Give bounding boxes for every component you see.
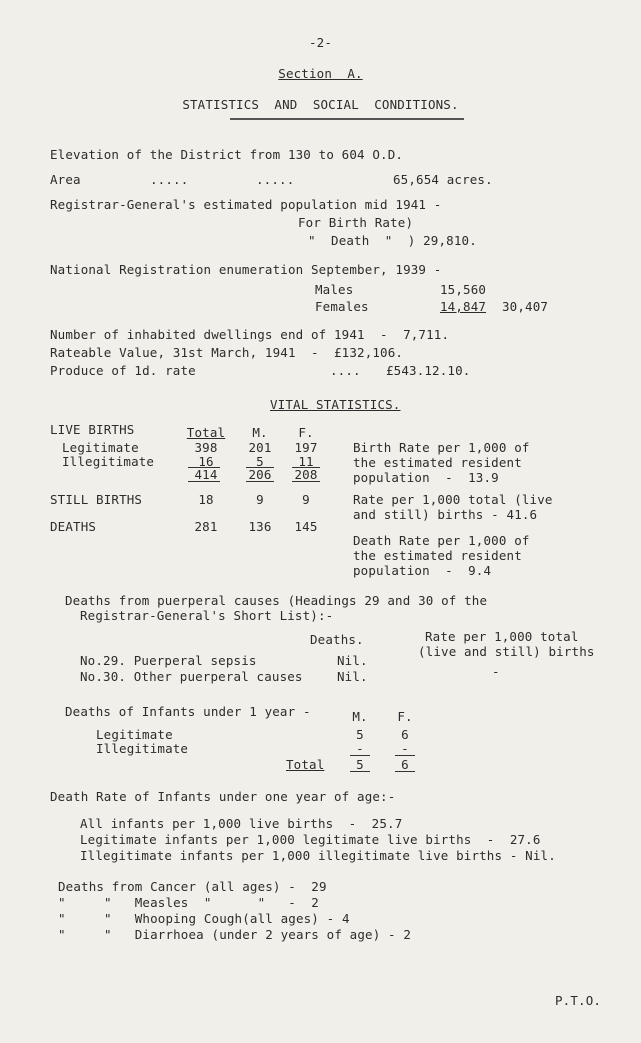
- females-value: 14,847: [440, 299, 487, 314]
- live-births-label: LIVE BIRTHS: [50, 422, 135, 437]
- live-births-total-rule-total: [188, 481, 220, 482]
- cause-diarrhoea: " " Diarrhoea (under 2 years of age) - 2: [58, 927, 412, 942]
- live-births-total-rule-m: [246, 481, 274, 482]
- infant-death-rate-heading: Death Rate of Infants under one year of age:-: [50, 789, 396, 804]
- produce-value: £543.12.10.: [386, 363, 471, 378]
- infants-legitimate-m: 5: [356, 727, 364, 742]
- illegitimate-m: 5: [256, 454, 264, 469]
- birth-rate-note-1: Birth Rate per 1,000 of: [353, 440, 530, 455]
- infants-illegitimate-m: -: [356, 741, 364, 756]
- heading-rule: [230, 118, 464, 120]
- death-rate-note-3: population - 9.4: [353, 563, 492, 578]
- deaths-f: 145: [294, 519, 318, 534]
- area-dots-2: .....: [256, 172, 295, 187]
- infants-legitimate-label: Legitimate: [96, 727, 173, 742]
- infant-rate-legitimate: Legitimate infants per 1,000 legitimate live births - 27.6: [80, 832, 541, 847]
- deaths-total: 281: [194, 519, 218, 534]
- infant-rate-illegitimate: Illegitimate infants per 1,000 illegitimate live births - Nil.: [80, 848, 556, 863]
- legitimate-m: 201: [248, 440, 272, 455]
- col-m-header: M.: [252, 425, 268, 440]
- national-registration-line: National Registration enumeration September, 1939 -: [50, 262, 442, 277]
- puerperal-rate-header-2: (live and still) births: [418, 644, 595, 659]
- deaths-label: DEATHS: [50, 519, 97, 534]
- illegitimate-total: 16: [198, 454, 214, 469]
- infants-sum-rule-f: [395, 755, 415, 756]
- males-label: Males: [315, 282, 354, 297]
- col-total-header: Total: [186, 425, 226, 440]
- puerperal-row-29-label: No.29. Puerperal sepsis: [80, 653, 257, 668]
- elevation-line: Elevation of the District from 130 to 604 O.D.: [50, 147, 404, 162]
- still-births-m: 9: [256, 492, 264, 507]
- live-births-m: 206: [248, 467, 272, 482]
- legitimate-f: 197: [294, 440, 318, 455]
- registration-total: 30,407: [502, 299, 549, 314]
- illegitimate-f: 11: [298, 454, 314, 469]
- produce-dots: ....: [330, 363, 361, 378]
- infants-illegitimate-f: -: [401, 741, 409, 756]
- infants-total-f: 6: [401, 757, 409, 772]
- area-label: Area: [50, 172, 81, 187]
- infants-legitimate-f: 6: [401, 727, 409, 742]
- live-births-total: 414: [194, 467, 218, 482]
- cause-whooping-cough: " " Whooping Cough(all ages) - 4: [58, 911, 350, 926]
- pto-label: P.T.O.: [555, 993, 602, 1008]
- cause-cancer: Deaths from Cancer (all ages) - 29: [58, 879, 327, 894]
- death-rate-note-2: the estimated resident: [353, 548, 522, 563]
- produce-label: Produce of 1d. rate: [50, 363, 196, 378]
- infants-total-rule-m: [350, 771, 370, 772]
- puerperal-rate-value: -: [492, 664, 500, 679]
- infants-total-label: Total: [286, 757, 325, 772]
- infants-total-m: 5: [356, 757, 364, 772]
- still-births-f: 9: [302, 492, 310, 507]
- illegitimate-label: Illegitimate: [62, 454, 155, 469]
- section-title: Section A.: [278, 66, 363, 81]
- infants-total-rule-f: [395, 771, 415, 772]
- puerperal-intro-1: Deaths from puerperal causes (Headings 29 and 30 of the: [65, 593, 488, 608]
- puerperal-rate-header-1: Rate per 1,000 total: [425, 629, 579, 644]
- page-number: -2-: [308, 35, 333, 50]
- area-dots-1: .....: [150, 172, 189, 187]
- birth-rate-note-2: the estimated resident: [353, 455, 522, 470]
- rateable-value-line: Rateable Value, 31st March, 1941 - £132,106.: [50, 345, 404, 360]
- puerperal-deaths-header: Deaths.: [310, 632, 364, 647]
- infants-heading: Deaths of Infants under 1 year -: [65, 704, 311, 719]
- puerperal-row-30-label: No.30. Other puerperal causes: [80, 669, 303, 684]
- puerperal-row-30-value: Nil.: [337, 669, 368, 684]
- vital-statistics-title: VITAL STATISTICS.: [270, 397, 401, 412]
- dwellings-line: Number of inhabited dwellings end of 1941 - 7,711.: [50, 327, 450, 342]
- legitimate-label: Legitimate: [62, 440, 139, 455]
- live-births-f: 208: [294, 467, 318, 482]
- females-label: Females: [315, 299, 369, 314]
- live-births-total-rule-f: [292, 481, 320, 482]
- legitimate-total: 398: [194, 440, 218, 455]
- infants-col-m: M.: [352, 709, 368, 724]
- birth-rate-population-label: For Birth Rate): [298, 215, 414, 230]
- infants-sum-rule-m: [350, 755, 370, 756]
- still-rate-note-1: Rate per 1,000 total (live: [353, 492, 553, 507]
- area-value: 65,654 acres.: [393, 172, 493, 187]
- cause-measles: " " Measles " " - 2: [58, 895, 319, 910]
- heading: STATISTICS AND SOCIAL CONDITIONS.: [182, 97, 459, 112]
- death-rate-note-1: Death Rate per 1,000 of: [353, 533, 530, 548]
- puerperal-row-29-value: Nil.: [337, 653, 368, 668]
- still-births-total: 18: [198, 492, 214, 507]
- males-value: 15,560: [440, 282, 487, 297]
- still-rate-note-2: and still) births - 41.6: [353, 507, 538, 522]
- infant-rate-all: All infants per 1,000 live births - 25.7: [80, 816, 403, 831]
- deaths-m: 136: [248, 519, 272, 534]
- still-births-label: STILL BIRTHS: [50, 492, 143, 507]
- population-line: Registrar-General's estimated population mid 1941 -: [50, 197, 442, 212]
- death-rate-population-label: " Death " ) 29,810.: [308, 233, 477, 248]
- birth-rate-note-3: population - 13.9: [353, 470, 499, 485]
- col-f-header: F.: [298, 425, 314, 440]
- infants-col-f: F.: [397, 709, 413, 724]
- infants-illegitimate-label: Illegitimate: [96, 741, 189, 756]
- puerperal-intro-2: Registrar-General's Short List):-: [80, 608, 334, 623]
